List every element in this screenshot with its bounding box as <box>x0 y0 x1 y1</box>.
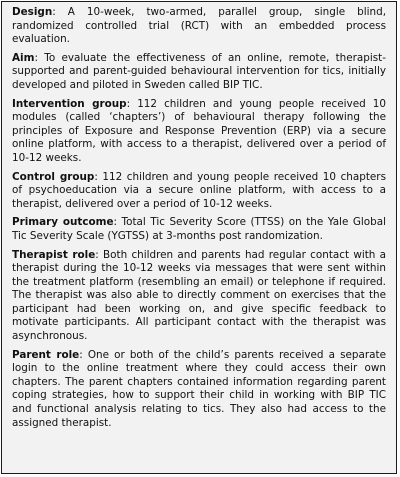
primary-outcome-section: Primary outcome: Total Tic Severity Score (TTSS) on the Yale Global Tic Severity Scale (YGTSS) at 3-months post randomization. <box>12 216 386 242</box>
parent-role-section: Parent role: One or both of the child’s parents received a separate login to the online treatment where they could access their own chapters. The parent chapters contained information regarding parent coping strategies, how to support their child in working with BIP TIC and functional analysis relating to tics. They also had access to the assigned therapist. <box>12 348 386 429</box>
design-text: A 10-week, two-armed, parallel group, single blind, randomized controlled trial (RCT) with an embedded process evaluation. <box>12 6 386 46</box>
therapist-role-text: Both children and parents had regular contact with a therapist during the 10-12 weeks via messages that were sent within the treatment platform (resembling an email) or telephone if required. The therapist was also able to directly comment on exercises that the participant had been working on, and give specific feedback to motivate participants. All participant contact with the therapist was asynchronous. <box>12 248 386 343</box>
aim-section: Aim: To evaluate the effectiveness of an online, remote, therapist-supported and parent-guided behavioural intervention for tics, initially developed and piloted in Sweden called BIP TIC. <box>12 51 387 91</box>
therapist-role-label: Therapist role <box>12 248 96 261</box>
therapist-role-section: Therapist role: Both children and parents had regular contact with a therapist during the 10-12 weeks via messages that were sent within the treatment platform (resembling an email) or telephone if required. The therapist was also able to directly comment on exercises that the participant had been working on, and give specific feedback to motivate participants. All participant contact with the therapist was asynchronous. <box>12 248 386 343</box>
aim-label: Aim <box>12 51 35 64</box>
primary-outcome-text: Total Tic Severity Score (TTSS) on the Yale Global Tic Severity Scale (YGTSS) at 3-months post randomization. <box>12 216 386 242</box>
intervention-group-label: Intervention group <box>12 97 127 110</box>
control-group-section: Control group: 112 children and young people received 10 chapters of psychoeducation via a secure online platform, with access to a therapist, delivered over a period of 10-12 weeks. <box>12 170 386 210</box>
intervention-group-section: Intervention group: 112 children and young people received 10 modules (called ‘chapters’) of behavioural therapy following the principles of Exposure and Response Prevention (ERP) via a secure online platform, with access to a therapist, delivered over a period of 10-12 weeks. <box>12 97 386 164</box>
parent-role-label: Parent role <box>12 348 80 361</box>
primary-outcome-label: Primary outcome <box>12 216 114 229</box>
summary-box <box>1 1 397 474</box>
parent-role-text: One or both of the child’s parents received a separate login to the online treatment where they could access their own chapters. The parent chapters contained information regarding parent coping strategies, how to support their child in working with BIP TIC and functional analysis relating to tics. They also had access to the assigned therapist. <box>12 348 386 429</box>
control-group-text: 112 children and young people received 10 chapters of psychoeducation via a secure online platform, with access to a therapist, delivered over a period of 10-12 weeks. <box>12 170 386 210</box>
design-label: Design <box>12 6 53 18</box>
design-section: Design: A 10-week, two-armed, parallel group, single blind, randomized controlled trial (RCT) with an embedded process evaluation. <box>12 6 386 46</box>
intervention-group-text: 112 children and young people received 10 modules (called ‘chapters’) of behavioural therapy following the principles of Exposure and Response Prevention (ERP) via a secure online platform, with access to a therapist, delivered over a period of 10-12 weeks. <box>12 97 386 164</box>
aim-text: To evaluate the effectiveness of an online, remote, therapist-supported and parent-guided behavioural intervention for tics, initially developed and piloted in Sweden called BIP TIC. <box>12 51 387 91</box>
control-group-label: Control group <box>12 170 95 183</box>
